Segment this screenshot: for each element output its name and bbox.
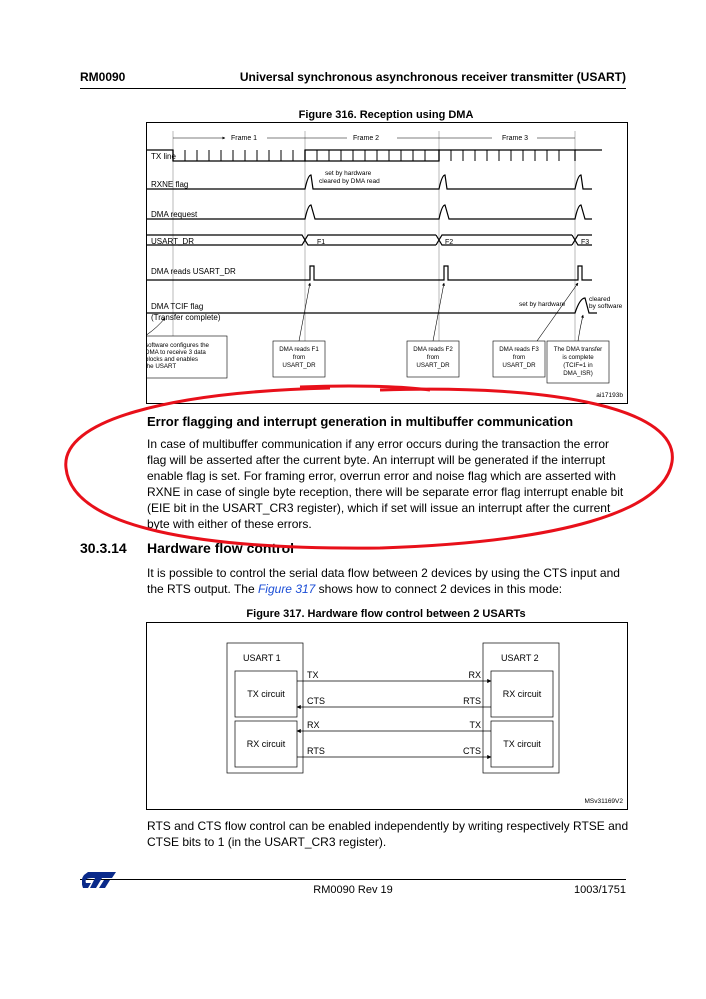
box1-l3: blocks and enables — [147, 356, 198, 363]
section-number: 30.3.14 — [80, 540, 127, 556]
dr-f1: F1 — [317, 239, 326, 246]
sig-l-rx: RX — [307, 720, 320, 730]
box3-l1: DMA reads F2 — [413, 346, 453, 353]
box3-l3: USART_DR — [416, 362, 450, 369]
signal-rxne: RXNE flag — [151, 180, 189, 189]
figure-316 — [146, 122, 628, 404]
box1-l4: the USART — [147, 363, 177, 370]
box1-l2: DMA to receive 3 data — [147, 349, 206, 356]
figure-317-caption: Figure 317. Hardware flow control between 2 USARTs — [246, 608, 526, 620]
signal-dma-reads: DMA reads USART_DR — [151, 267, 236, 276]
figure-316-diagram — [147, 123, 627, 403]
hw-flow-body — [147, 565, 629, 597]
doc-id: RM0090 — [80, 70, 126, 84]
rxne-annot-1: set by hardware — [325, 170, 372, 177]
figure-316-caption: Figure 316. Reception using DMA — [298, 109, 474, 121]
box2-l3: USART_DR — [282, 362, 316, 369]
box5-l1: The DMA transfer — [553, 346, 603, 353]
signal-transfer-complete: (Transfer complete) — [151, 313, 221, 322]
chapter-title: Universal synchronous asynchronous receiver transmitter (USART) — [239, 70, 626, 84]
frame-3-label: Frame 3 — [502, 135, 529, 142]
footer-doc-rev: RM0090 Rev 19 — [313, 884, 393, 896]
box3-l2: from — [426, 354, 440, 361]
frame-2-label: Frame 2 — [353, 135, 380, 142]
sig-r-rx: RX — [468, 670, 481, 680]
figure-317-link[interactable]: Figure 317 — [257, 582, 316, 596]
frame-1-label: Frame 1 — [231, 135, 258, 142]
signal-usart-dr: USART_DR — [151, 237, 194, 246]
box1-l1: software configures the — [147, 342, 209, 349]
box4-l2: from — [512, 354, 526, 361]
dr-f2: F2 — [445, 239, 454, 246]
sig-r-cts: CTS — [463, 746, 481, 756]
box5-l3: (TCIF=1 in — [563, 362, 593, 369]
tx-waveform — [147, 150, 602, 161]
box4-l1: DMA reads F3 — [499, 346, 539, 353]
tcif-cleared-2: by software — [589, 303, 623, 310]
box5-l2: is complete — [562, 354, 594, 361]
footer-page-number: 1003/1751 — [574, 884, 626, 896]
sig-r-tx: TX — [469, 720, 481, 730]
hw-body-post: shows how to connect 2 devices in this mode: — [315, 582, 563, 596]
usart-dr-waveform — [147, 235, 592, 245]
rxne-annot-2: cleared by DMA read — [319, 178, 380, 185]
hw-body-pre: It is possible to control the serial data flow between 2 devices by using the CTS input and the RTS output. The — [147, 566, 620, 596]
sig-r-rts: RTS — [463, 696, 481, 706]
dr-f3: F3 — [581, 239, 590, 246]
tcif-cleared-1: cleared — [589, 296, 611, 303]
usart2-label: USART 2 — [501, 653, 539, 663]
fig316-ref: ai17193b — [596, 392, 623, 399]
signal-dma-request: DMA request — [151, 210, 198, 219]
usart1-rx-circuit: RX circuit — [246, 739, 286, 749]
signal-tcif: DMA TCIF flag — [151, 302, 204, 311]
tcif-set-by-hw: set by hardware — [519, 301, 566, 308]
usart2-tx-circuit: TX circuit — [503, 739, 541, 749]
sig-l-cts: CTS — [307, 696, 325, 706]
sig-l-tx: TX — [307, 670, 319, 680]
footer-rule — [80, 879, 626, 880]
sig-l-rts: RTS — [307, 746, 325, 756]
section-title: Hardware flow control — [147, 540, 295, 556]
figure-317-diagram — [147, 623, 627, 809]
box5-l4: DMA_ISR) — [563, 370, 593, 377]
box4-l3: USART_DR — [502, 362, 536, 369]
usart2-rx-circuit: RX circuit — [502, 689, 542, 699]
header-rule — [80, 88, 626, 89]
fig317-ref: MSv31169V2 — [584, 798, 623, 805]
box2-l1: DMA reads F1 — [279, 346, 319, 353]
error-section-title: Error flagging and interrupt generation in multibuffer communication — [147, 414, 574, 429]
box2-l2: from — [292, 354, 306, 361]
usart1-tx-circuit: TX circuit — [247, 689, 285, 699]
figure-317 — [146, 622, 628, 810]
dma-request-waveform — [147, 205, 592, 219]
closing-paragraph: RTS and CTS flow control can be enabled independently by writing respectively RTSE and CTSE bits to 1 (in the USART_CR3 register). — [147, 819, 629, 849]
signal-tx-line: TX line — [151, 152, 176, 161]
error-section-body: In case of multibuffer communication if any error occurs during the transaction the error flag will be asserted after the current byte. An interrupt will be generated if the interrupt enable flag is set. For framing error, overrun error and noise flag which are asserted with RXNE in case of single byte reception, there will be separate error flag interrupt enable bit (EIE bit in the USART_CR3 register), which if set will issue an interrupt after the current byte with either of these errors. — [147, 437, 624, 531]
usart1-label: USART 1 — [243, 653, 281, 663]
